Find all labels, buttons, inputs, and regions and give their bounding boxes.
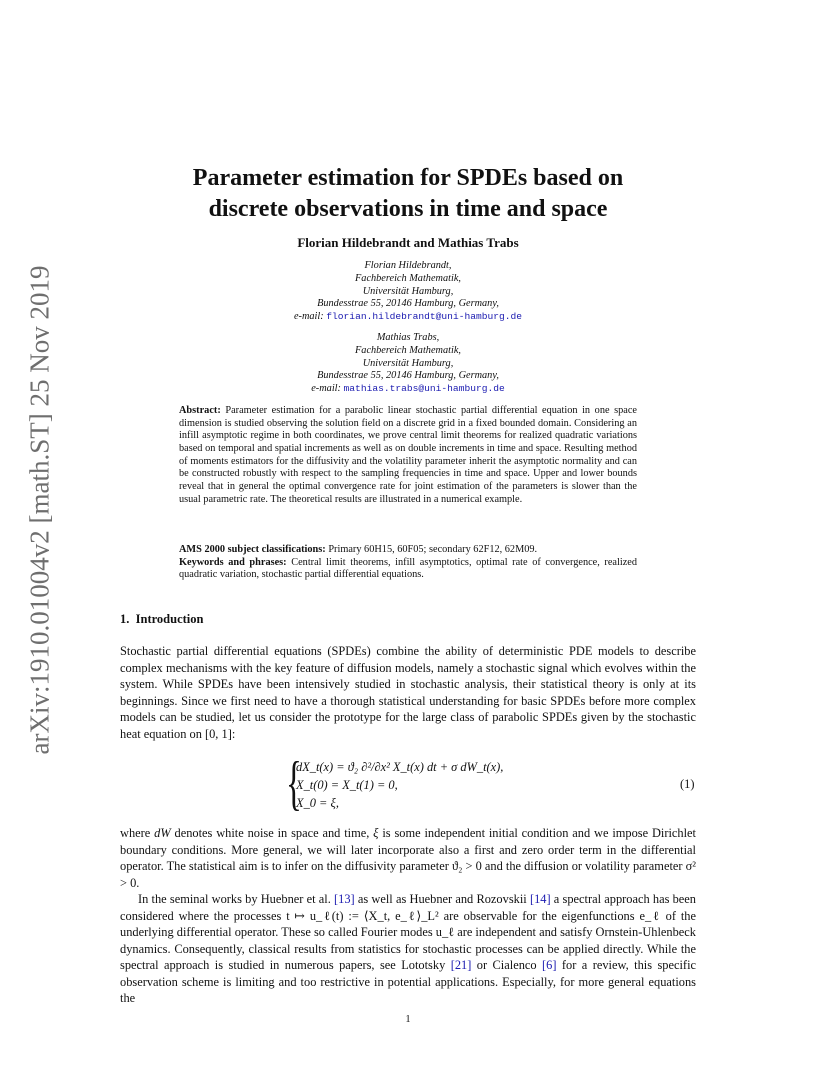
- text-run: where: [120, 826, 155, 840]
- section-number: 1.: [120, 612, 130, 626]
- paper-title: [120, 163, 696, 225]
- text-run: or Cialenco: [471, 958, 543, 972]
- title-line-1: Parameter estimation for SPDEs based on: [192, 165, 624, 191]
- text-run: denotes white noise in space and time,: [170, 826, 374, 840]
- affiliation-2: [200, 332, 616, 396]
- ams-text: Primary 60H15, 60F05; secondary 62F12, 62M09.: [328, 544, 538, 555]
- text-run: as well as Huebner and Rozovskii: [354, 892, 530, 906]
- equation-number: (1): [680, 777, 695, 791]
- abstract: [179, 405, 637, 506]
- math-xi: ξ: [373, 826, 379, 840]
- text-run: In the seminal works by Huebner et al.: [138, 892, 335, 906]
- arxiv-sidebar-stamp: [18, 260, 62, 760]
- affiliation-line: Fachbereich Mathematik,: [355, 272, 461, 284]
- paragraph-2: [120, 825, 696, 891]
- text-run: is some independent initial condition and we impose Dirichlet boundary conditions. More general, we will later incorporate also a first and zero order term in the differential operator. The statistical aim is to infer on the diffusivity parameter: [120, 826, 696, 873]
- affiliation-line: Universität Hamburg,: [362, 285, 454, 297]
- math-dw: dW: [154, 826, 171, 840]
- authors: Florian Hildebrandt and Mathias Trabs: [297, 235, 519, 250]
- citation-link[interactable]: [21]: [450, 958, 472, 972]
- equation-line: X_0 = ξ,: [296, 796, 339, 810]
- email-link[interactable]: mathias.trabs@uni-hamburg.de: [343, 383, 505, 395]
- equation-1: [286, 750, 586, 816]
- citation-link[interactable]: [14]: [529, 892, 551, 906]
- keywords-text: Central limit theorems, infill asymptotics, optimal rate of convergence, realized quadratic variation, stochastic partial differential equations.: [179, 556, 637, 581]
- arxiv-id: arXiv:1910.01004v2 [math.ST] 25 Nov 2019: [24, 265, 55, 755]
- email-label: e-mail:: [293, 311, 324, 323]
- email-link[interactable]: florian.hildebrandt@uni-hamburg.de: [326, 311, 523, 323]
- keywords-label: Keywords and phrases:: [179, 556, 287, 568]
- paragraph-1: Stochastic partial differential equations (SPDEs) combine the ability of deterministic PDE models to describe complex mechanisms with the key feature of diffusion models, namely a stochastic signal which evolves within the system. While SPDEs have been intensively studied in stochastic analysis, their statistical theory is only at its beginnings. Since we first need to have a thorough statistical understanding for basic SPDEs before more complex models can be studied, let us consider the prototype for the large class of parabolic SPDEs given by the stochastic heat equation on [0, 1]:: [120, 644, 696, 741]
- email-label: e-mail:: [311, 383, 341, 395]
- equation-line: dX_t(x) = ϑ₂ ∂²/∂x² X_t(x) dt + σ dW_t(x),: [296, 760, 504, 774]
- affiliation-1: [200, 260, 616, 324]
- abstract-text: Parameter estimation for a parabolic linear stochastic partial differential equation in one space dimension is studied observing the solution field on a discrete grid in a fixed bounded domain. Considering an infill asymptotic regime in both coordinates, we prove central limit theorems for realized quadratic variations based on temporal and spatial increments as well as on double increments in time and space. Resulting method of moments estimators for the diffusivity and the volatility parameter inherit the asymptotic normality and can be constructed robustly with respect to the sampling frequencies in time and space. Upper and lower bounds reveal that in general the optimal convergence rate for joint estimation of the parameters is slower than the usual parametric rate. The theoretical results are illustrated in a numerical example.: [179, 405, 637, 505]
- affiliation-line: Florian Hildebrandt,: [364, 260, 452, 271]
- page-number: 1: [405, 1014, 411, 1025]
- text-run: for a review, this specific observation scheme is limiting and too restrictive in potential applications. Especially, for more general equations the: [120, 958, 697, 1005]
- citation-link[interactable]: [13]: [334, 892, 355, 906]
- text-run: ϑ₂ > 0 and the diffusion or volatility parameter σ² > 0.: [120, 859, 697, 890]
- affiliation-line: Fachbereich Mathematik,: [355, 344, 461, 356]
- section-title: Introduction: [135, 612, 204, 626]
- keywords-block: [179, 544, 637, 582]
- text-run: a spectral approach has been considered where the processes t ↦ u_ℓ(t) := ⟨X_t, e_ℓ⟩_L² are observable for the eigenfunctions e_ℓ of the underlying differential operator. These so called Fourier modes u_ℓ are independent and satisfy Ornstein-Uhlenbeck dynamics. Consequently, classical results from statistics for stochastic processes can be applied directly. While the spectral approach is studied in numerous papers, see Lototsky: [120, 892, 696, 972]
- ams-label: AMS 2000 subject classifications:: [179, 544, 326, 555]
- equation-line: X_t(0) = X_t(1) = 0,: [296, 778, 398, 792]
- equation-brace: {: [286, 750, 302, 816]
- abstract-label: Abstract:: [179, 405, 221, 416]
- affiliation-line: Universität Hamburg,: [362, 357, 454, 369]
- affiliation-line: Bundesstrae 55, 20146 Hamburg, Germany,: [317, 298, 499, 310]
- section-heading: [120, 612, 203, 627]
- title-line-2: discrete observations in time and space: [208, 196, 608, 222]
- citation-link[interactable]: [6]: [542, 958, 557, 972]
- affiliation-line: Bundesstrae 55, 20146 Hamburg, Germany,: [317, 370, 499, 382]
- affiliation-line: Mathias Trabs,: [376, 332, 440, 343]
- paragraph-3: [120, 891, 696, 1007]
